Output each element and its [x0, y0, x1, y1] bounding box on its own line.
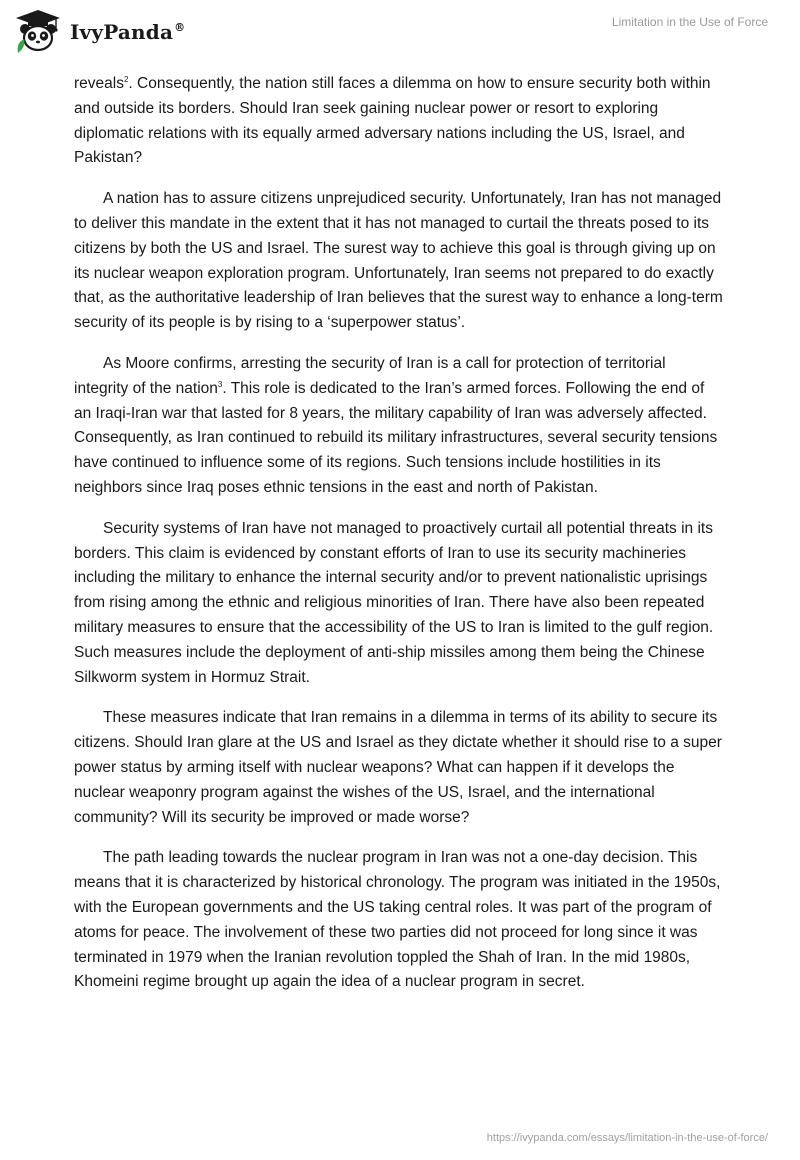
page-header [0, 0, 800, 64]
source-url-link[interactable]: https://ivypanda.com/essays/limitation-in-the-use-of-force/ [486, 1132, 768, 1144]
essay-body [74, 72, 724, 1011]
ivypanda-logo[interactable] [14, 9, 185, 53]
document-title: Limitation in the Use of Force [611, 15, 768, 29]
panda-graduate-icon [14, 9, 62, 53]
brand-name: IvyPanda® [70, 20, 186, 44]
paragraph-3: As Moore confirms, arresting the security of Iran is a call for protection of territorial integrity of the nation$^3$. This role is dedicated to the Iran’s armed forces. Following the end of an Iraqi-Iran war that lasted for 8 years, the military capability of Iran was adversely affected. Consequently, as Iran continued to rebuild its military infrastructures, several security tensions have continued to influence some of its regions. Such tensions include hostilities in its neighbors since Iraq poses ethnic tensions in the east and north of Pakistan. [74, 354, 718, 496]
footnote-ref[interactable]: 3 [217, 379, 223, 389]
paragraph-5: These measures indicate that Iran remains in a dilemma in terms of its ability to secure its citizens. Should Iran glare at the US and Israel as they dictate whether it should rise to a super power status by arming itself with nuclear weapons? What can happen if it develops the nuclear weaponry program against the wishes of the US, Israel, and the international community? Will its security be improved or made worse? [74, 709, 722, 826]
footnote-ref[interactable]: 2 [123, 74, 129, 84]
paragraph-1: reveals$^2$. Consequently, the nation still faces a dilemma on how to ensure security both within and outside its borders. Should Iran seek gaining nuclear power or resort to exploring diplomatic relations with its equally armed adversary nations including the US, Israel, and Pakistan? [74, 74, 711, 167]
paragraph-6: The path leading towards the nuclear program in Iran was not a one-day decision. This means that it is characterized by historical chronology. The program was initiated in the 1950s, with the European governments and the US taking central roles. It was part of the program of atoms for peace. The involvement of these two parties did not proceed for long since it was terminated in 1979 when the Iranian revolution toppled the Shah of Iran. In the mid 1980s, Khomeini regime brought up again the idea of a nuclear program in secret. [74, 849, 721, 991]
paragraph-4: Security systems of Iran have not managed to proactively curtail all potential threats in its borders. This claim is evidenced by constant efforts of Iran to use its security machineries including the military to enhance the internal security and/or to prevent nationalistic uprisings from rising among the ethnic and religious minorities of Iran. There have also been repeated military measures to ensure that the accessibility of the US to Iran is limited to the gulf region. Such measures include the deployment of anti-ship missiles among them being the Chinese Silkworm system in Hormuz Strait. [74, 519, 714, 686]
paragraph-2: A nation has to assure citizens unprejudiced security. Unfortunately, Iran has not managed to deliver this mandate in the extent that it has not managed to curtail the threats posed to its citizens by both the US and Israel. The surest way to achieve this goal is through giving up on its nuclear weapon exploration program. Unfortunately, Iran seems not prepared to do exactly that, as the authoritative leadership of Iran believes that the surest way to enhance a long-term security of its people is by rising to a ‘superpower status’. [74, 190, 723, 332]
